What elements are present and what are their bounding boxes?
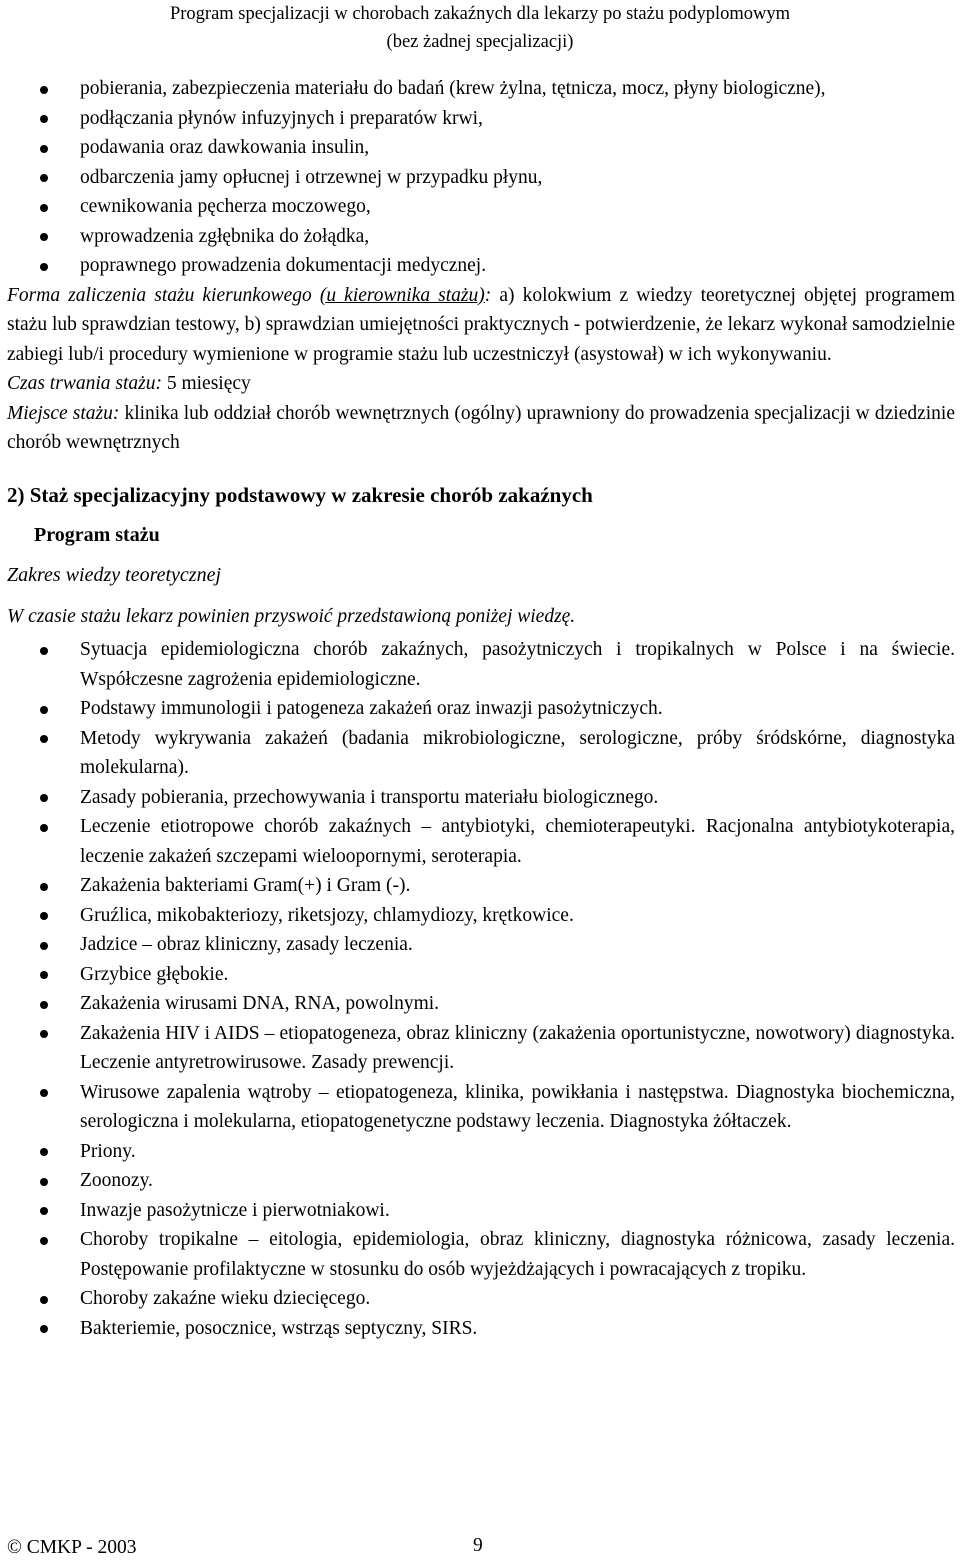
- bullet-icon: [40, 706, 48, 714]
- header-subtitle: (bez żadnej specjalizacji): [386, 32, 574, 52]
- list-item: [7, 74, 955, 104]
- list-item: [7, 1284, 955, 1314]
- list-item: [7, 133, 955, 163]
- list-item-text: Zakażenia wirusami DNA, RNA, powolnymi.: [80, 993, 440, 1014]
- forma-text: a) kolokwium z wiedzy teoretycznej objętej programem stażu lub sprawdzian testowy, b) sprawdzian umiejętności praktycznych - potwierdzenie, że lekarz wykonał samodzielnie zabiegi lub/i procedury wymienione w programie stażu lub uczestniczył (asystował) w ich wykonywaniu.: [7, 284, 955, 365]
- list-item-text: Podstawy immunologii i patogeneza zakażeń oraz inwazji pasożytniczych.: [80, 698, 663, 719]
- bullet-icon: [40, 263, 48, 271]
- bullet-icon: [40, 1296, 48, 1304]
- skills-list: [7, 74, 955, 281]
- bullet-icon: [40, 942, 48, 950]
- list-item-text: poprawnego prowadzenia dokumentacji medycznej.: [80, 255, 487, 276]
- miejsce-paragraph: [7, 399, 955, 458]
- list-item: [7, 960, 955, 990]
- list-item-text: Zakażenia HIV i AIDS – etiopatogeneza, obraz kliniczny (zakażenia oportunistyczne, nowotwory) diagnostyka. Leczenie antyretrowirusowe. Zasady prewencji.: [80, 1022, 955, 1073]
- list-item: [7, 694, 955, 724]
- list-item-text: Choroby zakaźne wieku dziecięcego.: [80, 1288, 371, 1309]
- bullet-icon: [40, 971, 48, 979]
- bullet-icon: [40, 824, 48, 832]
- bullet-icon: [40, 174, 48, 182]
- list-item: [7, 901, 955, 931]
- list-item: [7, 812, 955, 871]
- footer-copyright: © CMKP - 2003: [7, 1537, 137, 1558]
- list-item: [7, 1225, 955, 1284]
- bullet-icon: [40, 115, 48, 123]
- list-item-text: Gruźlica, mikobakteriozy, riketsjozy, chlamydiozy, krętkowice.: [80, 904, 574, 926]
- bullet-icon: [40, 145, 48, 153]
- bullet-icon: [40, 1089, 48, 1097]
- list-item: [7, 635, 955, 694]
- bullet-icon: [40, 794, 48, 802]
- bullet-icon: [40, 204, 48, 212]
- list-item-text: Zasady pobierania, przechowywania i transportu materiału biologicznego.: [80, 786, 659, 808]
- bullet-icon: [40, 1178, 48, 1186]
- forma-label: Forma zaliczenia stażu kierunkowego: [7, 284, 320, 306]
- list-item: [7, 1137, 955, 1167]
- knowledge-list: [7, 635, 955, 1343]
- program-title: Program stażu: [34, 523, 160, 546]
- list-item-text: Wirusowe zapalenia wątroby – etiopatogeneza, klinika, powikłania i następstwa. Diagnostyka biochemiczna, serologiczna i molekularna, etiopatogenetyczne podstawy leczenia. Diagnostyka żółtaczek.: [80, 1081, 955, 1132]
- forma-label-underlined: (u kierownika stażu): [319, 284, 485, 306]
- czas-text: 5 miesięcy: [161, 373, 251, 394]
- list-item-text: Choroby tropikalne – eitologia, epidemiologia, obraz kliniczny, diagnostyka różnicowa, zasady leczenia. Postępowanie profilaktyczne w stosunku do osób wyjeżdżających i powracających z tropiku.: [80, 1229, 955, 1280]
- bullet-icon: [40, 1237, 48, 1245]
- forma-paragraph: [7, 281, 955, 370]
- list-item-text: Grzybice głębokie.: [80, 963, 229, 985]
- list-item-text: Leczenie etiotropowe chorób zakaźnych – antybiotyki, chemioterapeutyki. Racjonalna antybiotykoterapia, leczenie zakażeń szczepami wieloopornymi, seroterapia.: [80, 816, 955, 867]
- list-item: [7, 163, 955, 193]
- miejsce-label: Miejsce stażu:: [7, 402, 120, 424]
- list-item-text: Inwazje pasożytnicze i pierwotniakowi.: [80, 1199, 390, 1221]
- list-item-text: pobierania, zabezpieczenia materiału do badań (krew żylna, tętnicza, mocz, płyny biologiczne),: [80, 78, 826, 99]
- bullet-icon: [40, 1325, 48, 1333]
- section-title: 2) Staż specjalizacyjny podstawowy w zakresie chorób zakaźnych: [7, 482, 593, 507]
- page-content: [7, 74, 955, 1343]
- footer-page-number: 9: [473, 1535, 483, 1556]
- list-item-text: wprowadzenia zgłębnika do żołądka,: [80, 225, 370, 247]
- header-title: Program specjalizacji w chorobach zakaźnych dla lekarzy po stażu podyplomowym: [169, 4, 791, 24]
- list-item-text: Jadzice – obraz kliniczny, zasady leczenia.: [80, 934, 413, 955]
- list-item-text: Zoonozy.: [80, 1170, 153, 1191]
- list-item-text: Bakteriemie, posocznice, wstrząs septyczny, SIRS.: [80, 1317, 478, 1339]
- bullet-icon: [40, 1001, 48, 1009]
- bullet-icon: [40, 912, 48, 920]
- list-item: [7, 1078, 955, 1137]
- list-item: [7, 1314, 955, 1344]
- bullet-icon: [40, 735, 48, 743]
- list-item: [7, 930, 955, 960]
- list-item-text: Zakażenia bakteriami Gram(+) i Gram (-).: [80, 875, 411, 896]
- list-item-text: Metody wykrywania zakażeń (badania mikrobiologiczne, serologiczne, próby śródskórne, diagnostyka molekularna).: [80, 727, 955, 778]
- list-item: [7, 192, 955, 222]
- bullet-icon: [40, 1030, 48, 1038]
- zakres-title: Zakres wiedzy teoretycznej: [7, 563, 222, 586]
- czas-paragraph: [7, 369, 955, 399]
- list-item-text: Priony.: [80, 1140, 136, 1162]
- list-item: [7, 251, 955, 281]
- czas-label: Czas trwania stażu:: [7, 373, 162, 394]
- intro-text: W czasie stażu lekarz powinien przyswoić przedstawioną poniżej wiedzę.: [7, 605, 576, 627]
- list-item-text: cewnikowania pęcherza moczowego,: [80, 196, 371, 217]
- list-item-text: Sytuacja epidemiologiczna chorób zakaźnych, pasożytniczych i tropikalnych w Polsce i na świecie. Współczesne zagrożenia epidemiologiczne.: [80, 639, 955, 690]
- list-item: [7, 1196, 955, 1226]
- list-item: [7, 222, 955, 252]
- bullet-icon: [40, 1207, 48, 1215]
- bullet-icon: [40, 647, 48, 655]
- bullet-icon: [40, 233, 48, 241]
- forma-label-colon: :: [484, 284, 492, 306]
- page-header: [0, 0, 960, 56]
- list-item: [7, 104, 955, 134]
- list-item-text: podłączania płynów infuzyjnych i preparatów krwi,: [80, 107, 483, 129]
- list-item: [7, 724, 955, 783]
- list-item: [7, 1019, 955, 1078]
- bullet-icon: [40, 883, 48, 891]
- bullet-icon: [40, 1148, 48, 1156]
- list-item: [7, 783, 955, 813]
- list-item-text: podawania oraz dawkowania insulin,: [80, 137, 370, 158]
- list-item-text: odbarczenia jamy opłucnej i otrzewnej w przypadku płynu,: [80, 166, 543, 188]
- list-item: [7, 1166, 955, 1196]
- bullet-icon: [40, 86, 48, 94]
- miejsce-text: klinika lub oddział chorób wewnętrznych (ogólny) uprawniony do prowadzenia specjalizacji w dziedzinie chorób wewnętrznych: [7, 402, 955, 453]
- list-item: [7, 871, 955, 901]
- list-item: [7, 989, 955, 1019]
